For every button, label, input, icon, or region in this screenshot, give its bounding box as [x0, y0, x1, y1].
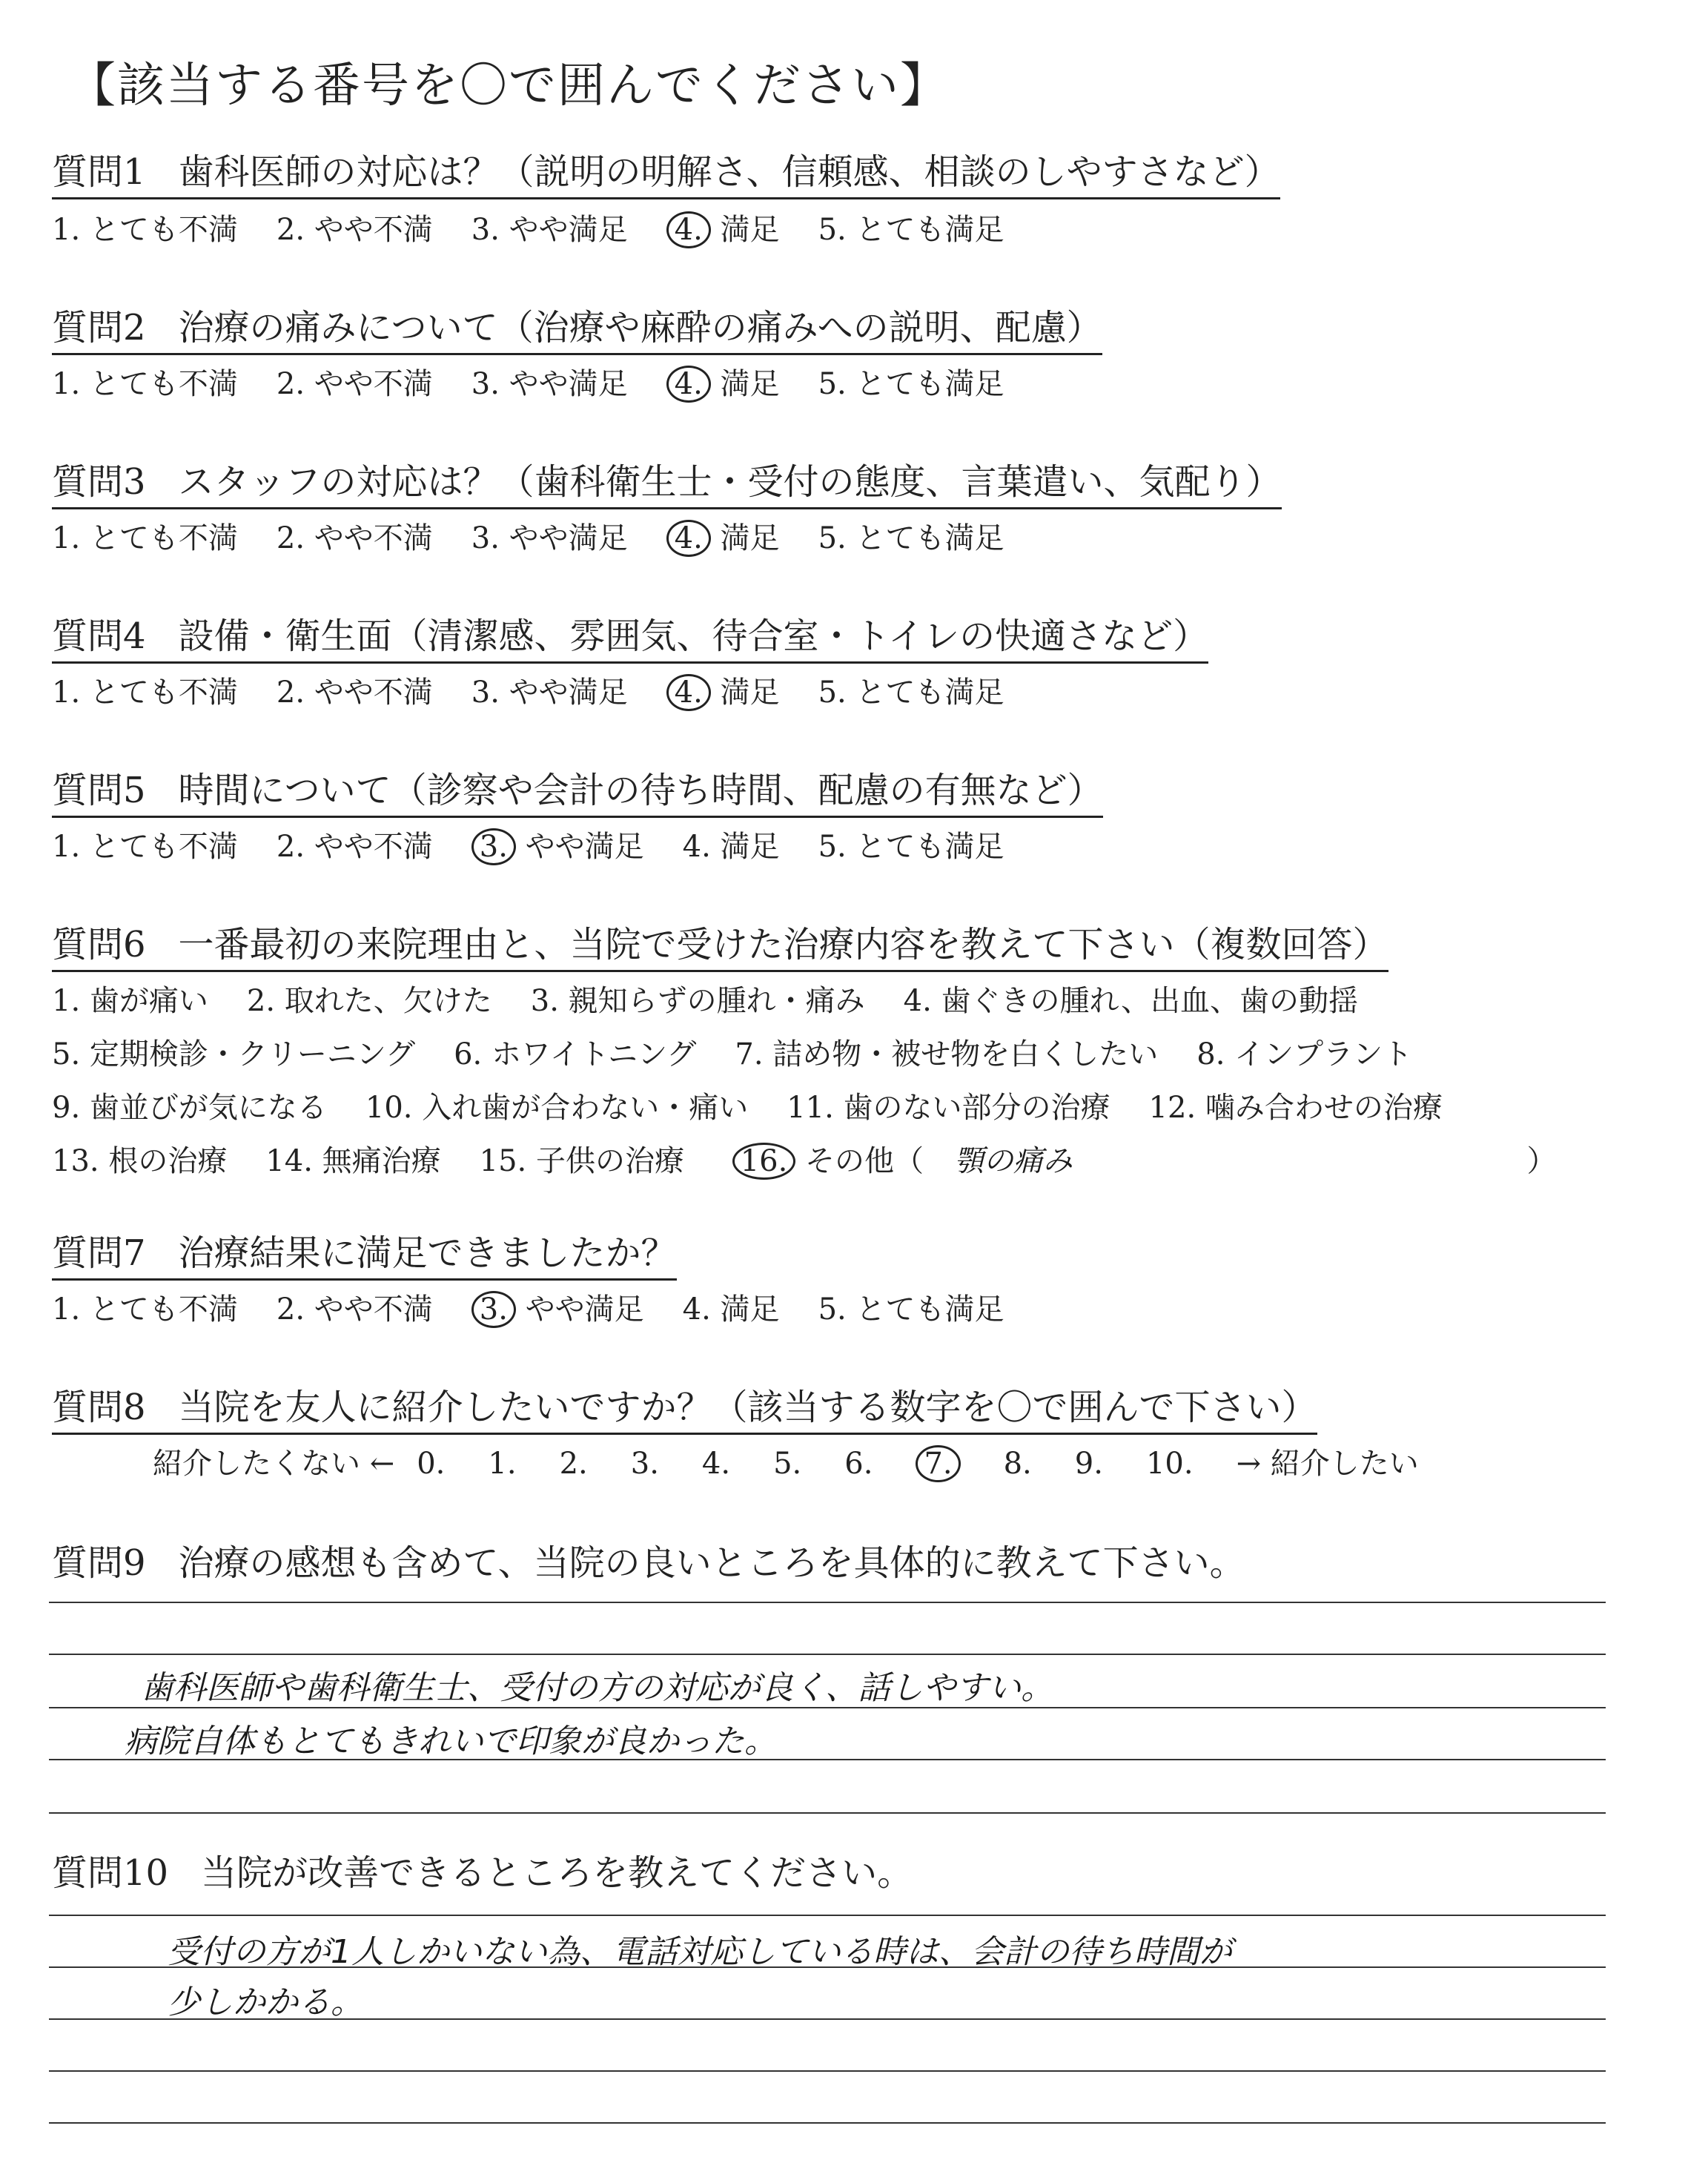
question-text: スタッフの対応は？（歯科衛生士・受付の態度、言葉遣い、気配り）	[178, 461, 1282, 503]
scale-option-5[interactable]: 5.	[773, 1447, 802, 1481]
reason-option[interactable]: 5. 定期検診・クリーニング	[52, 1037, 416, 1071]
option-number: 3.	[471, 213, 500, 247]
rating-option-2[interactable]	[277, 518, 433, 559]
question-text: 当院が改善できるところを教えてください。	[201, 1852, 913, 1894]
rating-option-5[interactable]	[818, 363, 1004, 405]
rating-option-4[interactable]	[666, 672, 780, 713]
recommend-scale	[153, 1443, 1441, 1484]
scale-option-0[interactable]: 0.	[417, 1447, 446, 1481]
question-number: 質問5	[52, 770, 146, 811]
reason-option[interactable]: 11. 歯のない部分の治療	[787, 1091, 1110, 1125]
option-number: 5.	[818, 521, 847, 555]
reason-option[interactable]: 15. 子供の治療	[479, 1144, 684, 1178]
option-label: とても満足	[846, 676, 1004, 710]
question-number: 質問8	[52, 1387, 146, 1428]
rating-option-4[interactable]	[683, 826, 780, 868]
reason-option[interactable]: 9. 歯並びが気になる	[52, 1091, 327, 1125]
question-number: 質問2	[52, 307, 146, 349]
question-number: 質問9	[52, 1542, 146, 1584]
option-number: 4.	[682, 1292, 711, 1327]
rating-options	[52, 1289, 1042, 1330]
rating-option-4[interactable]	[666, 518, 780, 559]
question-title	[52, 1849, 913, 1898]
selected-option-circle: 3.	[471, 1291, 516, 1328]
option-label: とても満足	[846, 1292, 1004, 1327]
question-title	[52, 148, 1280, 199]
option-number: 2.	[276, 1292, 305, 1327]
other-close: ）	[1526, 1144, 1557, 1178]
reason-row-3	[52, 1087, 1481, 1129]
other-label: その他（	[805, 1144, 924, 1178]
option-number: 1.	[52, 676, 81, 710]
rating-options	[52, 518, 1042, 559]
other-reason-field	[732, 1140, 1557, 1182]
scale-option-2[interactable]: 2.	[559, 1447, 588, 1481]
rating-option-5[interactable]	[818, 826, 1004, 868]
reason-row-1	[52, 980, 1397, 1022]
question-title	[52, 458, 1282, 509]
option-label: 満足	[710, 1292, 780, 1327]
option-number: 1.	[52, 830, 81, 864]
reason-row-4	[52, 1140, 1556, 1182]
question-text: 治療の痛みについて（治療や麻酔の痛みへの説明、配慮）	[178, 307, 1102, 349]
scale-option-6[interactable]: 6.	[844, 1447, 873, 1481]
option-number: 1.	[52, 521, 81, 555]
option-label: やや不満	[305, 1292, 433, 1327]
option-number: 5.	[818, 1292, 847, 1327]
reason-option[interactable]: 13. 根の治療	[52, 1144, 228, 1178]
option-label: やや満足	[499, 676, 628, 710]
reason-option[interactable]: 14. 無痛治療	[265, 1144, 441, 1178]
selected-option-circle: 4.	[666, 366, 711, 403]
question-title	[52, 921, 1388, 972]
reason-option[interactable]: 1. 歯が痛い	[52, 984, 208, 1018]
question-title	[52, 612, 1208, 664]
option-label: やや満足	[515, 1292, 644, 1327]
question-text: 治療結果に満足できましたか？	[178, 1232, 677, 1274]
option-label: とても満足	[846, 367, 1004, 401]
question-title	[52, 767, 1103, 818]
rating-option-1[interactable]	[52, 1289, 238, 1330]
rating-option-4[interactable]	[666, 363, 780, 405]
option-label: とても不満	[80, 367, 238, 401]
option-number: 5.	[818, 213, 847, 247]
option-number: 2.	[276, 367, 305, 401]
option-label: とても不満	[80, 830, 238, 864]
selected-option-circle: 3.	[471, 828, 516, 865]
option-label: 満足	[710, 367, 780, 401]
option-label: とても満足	[846, 213, 1004, 247]
option-label: 満足	[710, 213, 780, 247]
other-answer[interactable]: 顎の痛み	[953, 1144, 1073, 1178]
question-title	[52, 1229, 677, 1281]
option-label: やや不満	[305, 367, 433, 401]
scale-option-8[interactable]: 8.	[1003, 1447, 1032, 1481]
selected-option-circle[interactable]: 16.	[732, 1143, 796, 1180]
answer-line	[49, 2070, 1606, 2072]
rating-option-4[interactable]	[683, 1289, 780, 1330]
option-label: 満足	[710, 676, 780, 710]
question-title	[52, 1539, 1245, 1588]
option-label: 満足	[710, 521, 780, 555]
question-number: 質問1	[52, 151, 146, 193]
rating-options	[52, 363, 1042, 405]
scale-left-label: 紹介したくない ←	[153, 1447, 395, 1481]
option-number: 5.	[818, 676, 847, 710]
rating-option-1[interactable]	[52, 672, 238, 713]
rating-option-1[interactable]	[52, 209, 238, 251]
option-number: 4.	[682, 830, 711, 864]
option-number: 2.	[276, 521, 305, 555]
rating-option-3[interactable]	[471, 672, 628, 713]
scale-right-label: → 紹介したい	[1236, 1447, 1419, 1481]
question-text: 一番最初の来院理由と、当院で受けた治療内容を教えて下さい（複数回答）	[178, 924, 1388, 965]
option-number: 3.	[471, 521, 500, 555]
selected-option-circle: 4.	[666, 211, 711, 248]
option-number: 2.	[276, 676, 305, 710]
reason-option[interactable]: 8. インプラント	[1196, 1037, 1413, 1071]
option-label: やや満足	[499, 367, 628, 401]
option-label: やや不満	[305, 830, 433, 864]
handwritten-answer-line[interactable]: 病院自体もとてもきれいで印象が良かった。	[125, 1723, 777, 1760]
selected-option-circle: 4.	[666, 674, 711, 711]
option-number: 5.	[818, 367, 847, 401]
question-text: 治療の感想も含めて、当院の良いところを具体的に教えて下さい。	[178, 1542, 1245, 1584]
question-title	[52, 304, 1102, 355]
rating-options	[52, 672, 1042, 713]
option-label: とても不満	[80, 676, 238, 710]
option-label: とても不満	[80, 213, 238, 247]
option-number: 3.	[471, 676, 500, 710]
rating-option-4[interactable]	[666, 209, 780, 251]
answer-line	[49, 1915, 1606, 1916]
option-label: やや満足	[515, 830, 644, 864]
option-number: 1.	[52, 213, 81, 247]
option-number: 2.	[276, 830, 305, 864]
rating-option-2[interactable]	[277, 672, 433, 713]
option-label: やや満足	[499, 213, 628, 247]
scale-option-3[interactable]: 3.	[630, 1447, 659, 1481]
rating-option-3[interactable]	[471, 1289, 644, 1330]
scale-option-4[interactable]: 4.	[701, 1447, 731, 1481]
handwritten-answer-line[interactable]: 歯科医師や歯科衛生士、受付の方の対応が良く、話しやすい。	[141, 1669, 1054, 1707]
reason-option[interactable]: 6. ホワイトニング	[454, 1037, 697, 1071]
reason-option[interactable]: 4. 歯ぐきの腫れ、出血、歯の動揺	[903, 984, 1358, 1018]
option-number: 1.	[52, 367, 81, 401]
answer-line	[49, 2122, 1606, 2124]
rating-option-1[interactable]	[52, 518, 238, 559]
handwritten-answer-line[interactable]: 受付の方が1人しかいない為、電話対応している時は、会計の待ち時間が	[168, 1933, 1232, 1971]
rating-options	[52, 209, 1042, 251]
question-title	[52, 1384, 1317, 1435]
question-text: 時間について（診察や会計の待ち時間、配慮の有無など）	[178, 770, 1103, 811]
option-number: 5.	[818, 830, 847, 864]
rating-option-5[interactable]	[818, 1289, 1004, 1330]
question-number: 質問7	[52, 1232, 146, 1274]
option-label: とても満足	[846, 830, 1004, 864]
rating-option-5[interactable]	[818, 672, 1004, 713]
rating-option-5[interactable]	[818, 209, 1004, 251]
rating-option-2[interactable]	[277, 1289, 433, 1330]
question-text: 歯科医師の対応は？（説明の明解さ、信頼感、相談のしやすさなど）	[178, 151, 1280, 193]
answer-line	[49, 1654, 1606, 1655]
scale-option-1[interactable]: 1.	[488, 1447, 517, 1481]
option-number: 3.	[471, 367, 500, 401]
page-title: 【該当する番号を〇で囲んでください】	[68, 59, 949, 113]
reason-option[interactable]: 3. 親知らずの腫れ・痛み	[530, 984, 865, 1018]
option-label: とても不満	[80, 521, 238, 555]
option-label: やや不満	[305, 676, 433, 710]
rating-option-3[interactable]	[471, 826, 644, 868]
rating-option-1[interactable]	[52, 826, 238, 868]
reason-option[interactable]: 10. 入れ歯が合わない・痛い	[365, 1091, 749, 1125]
rating-option-3[interactable]	[471, 518, 628, 559]
selected-option-circle: 4.	[666, 520, 711, 557]
rating-option-2[interactable]	[277, 209, 433, 251]
option-label: 満足	[710, 830, 780, 864]
option-label: とても満足	[846, 521, 1004, 555]
question-text: 設備・衛生面（清潔感、雰囲気、待合室・トイレの快適さなど）	[178, 615, 1209, 657]
reason-option[interactable]: 2. 取れた、欠けた	[246, 984, 492, 1018]
question-number: 質問4	[52, 615, 146, 657]
scale-option-10[interactable]: 10.	[1145, 1447, 1194, 1481]
option-label: やや満足	[499, 521, 628, 555]
reason-option[interactable]: 12. 噛み合わせの治療	[1148, 1091, 1443, 1125]
reason-row-2	[52, 1034, 1451, 1075]
option-number: 2.	[276, 213, 305, 247]
selected-option-circle[interactable]: 7.	[916, 1445, 960, 1482]
option-label: とても不満	[80, 1292, 238, 1327]
answer-line	[49, 1812, 1606, 1814]
scale-numbers	[417, 1447, 1236, 1481]
rating-options	[52, 826, 1042, 868]
option-label: やや不満	[305, 213, 433, 247]
rating-option-3[interactable]	[471, 209, 628, 251]
answer-line	[49, 1602, 1606, 1603]
question-text: 当院を友人に紹介したいですか？（該当する数字を〇で囲んで下さい）	[178, 1387, 1317, 1428]
rating-option-3[interactable]	[471, 363, 628, 405]
rating-option-2[interactable]	[277, 363, 433, 405]
rating-option-2[interactable]	[277, 826, 433, 868]
option-label: やや不満	[305, 521, 433, 555]
reason-option[interactable]: 7. 詰め物・被せ物を白くしたい	[735, 1037, 1159, 1071]
question-number: 質問3	[52, 461, 146, 503]
scale-option-9[interactable]: 9.	[1074, 1447, 1103, 1481]
rating-option-5[interactable]	[818, 518, 1004, 559]
question-number: 質問10	[52, 1852, 169, 1894]
option-number: 1.	[52, 1292, 81, 1327]
question-number: 質問6	[52, 924, 146, 965]
handwritten-answer-line[interactable]: 少しかかる。	[168, 1984, 363, 2021]
rating-option-1[interactable]	[52, 363, 238, 405]
